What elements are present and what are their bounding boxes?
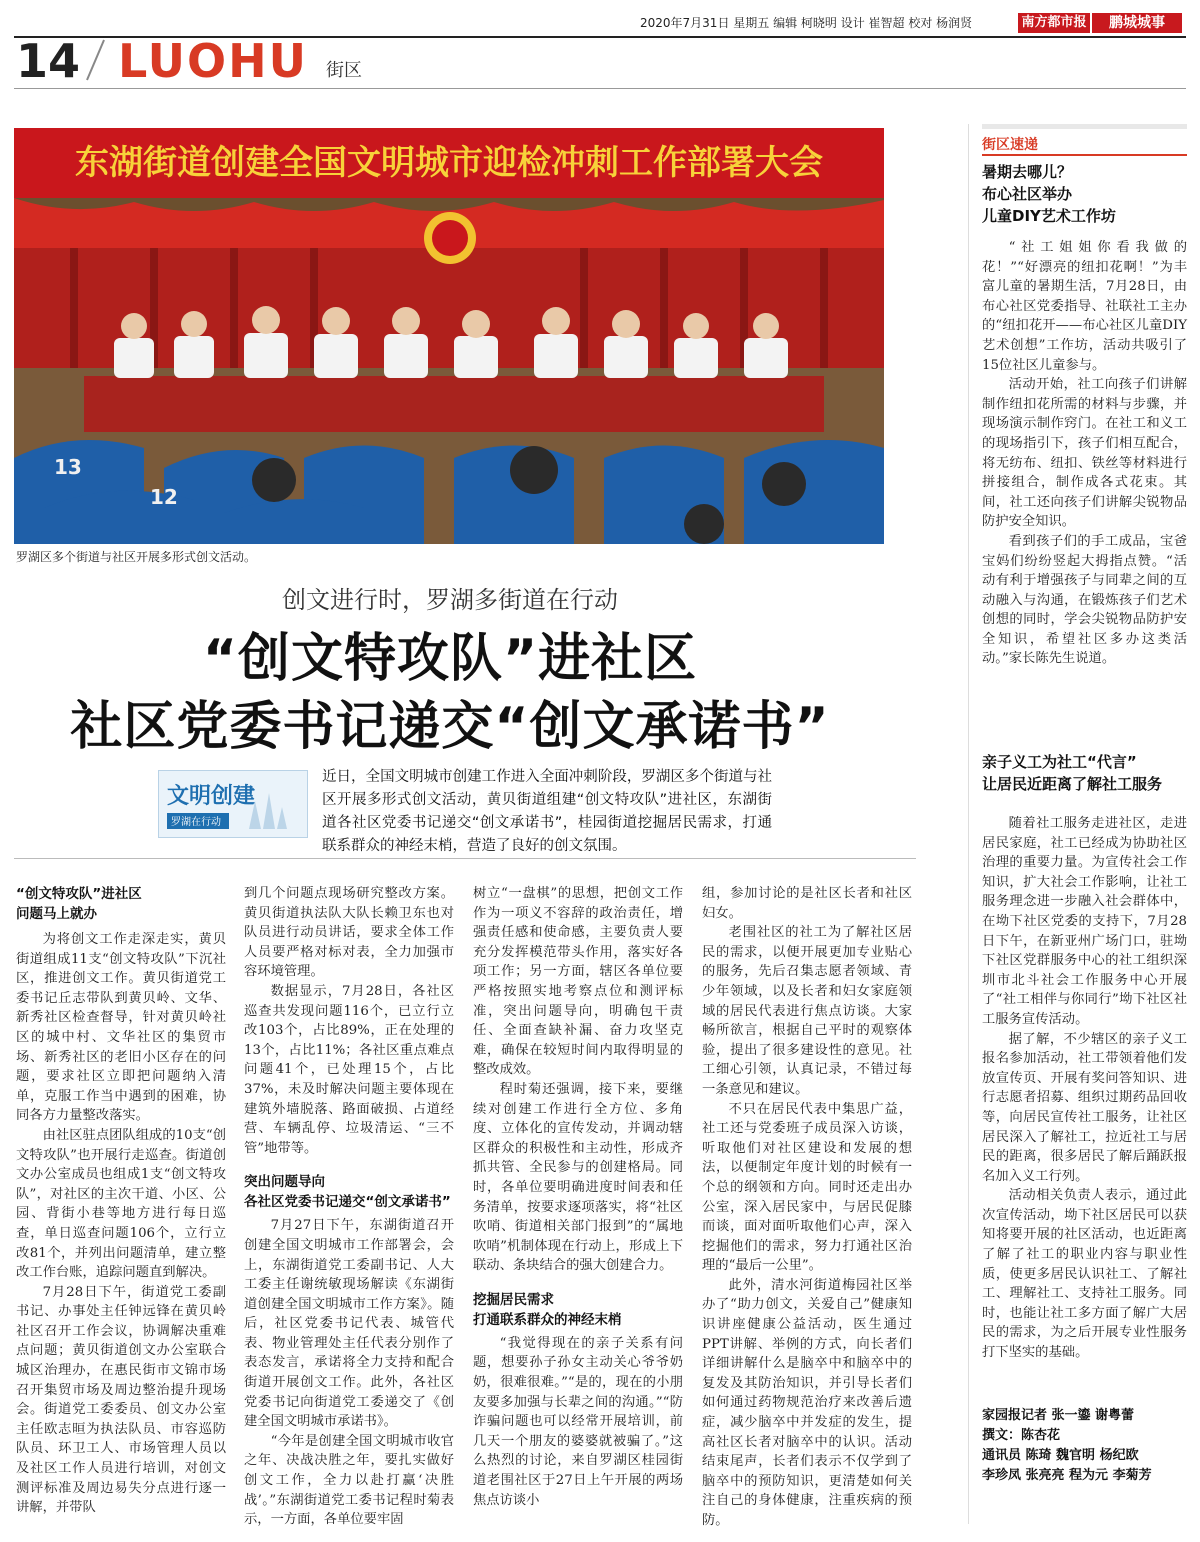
paragraph: 老围社区的社工为了解社区居民的需求，以便开展更加专业贴心的服务，先后召集志愿者领域、青少年领域，以及长者和妇女家庭领域的居民代表进行焦点访谈。大家畅所欲言，根据自己平时的观察体验，提出了很多建设性的意见。社工细心引领，认真记录，不错过每一条意见和建议。 xyxy=(702,925,912,1097)
paragraph: 看到孩子们的手工成品，宝爸宝妈们纷纷竖起大拇指点赞。“活动有利于增强孩子与同辈之间的互动融入与沟通，在锻炼孩子们艺术创想的同时，学会尖锐物品防护安全知识，希望社区多办这类活动。”家长陈先生说道。 xyxy=(982,533,1187,667)
credit-line: 李珍凤 张亮亮 程为元 李菊芳 xyxy=(982,1468,1152,1483)
logo-text: 文明创建 xyxy=(167,783,256,809)
article-column-3 xyxy=(473,884,683,1510)
paragraph: 随着社工服务走进社区，走进居民家庭，社工已经成为协助社区治理的重要力量。为宣传社会工作知识，扩大社会工作影响，让社工服务理念进一步融入社会群体中，在坳下社区党委的支持下，7月28日下午，在新亚州广场门口，驻坳下社区党群服务中心的社工组织深圳市北斗社会工作服务中心开展了“社工相伴与你同行”坳下社区社工服务宣传活动。 xyxy=(982,816,1187,1027)
section-brand-logo: 鹏城城事 xyxy=(1092,13,1182,33)
seat-number: 13 xyxy=(54,455,82,479)
paragraph: 7月27日下午，东湖街道召开创建全国文明城市工作部署会，会上，东湖街道党工委副书记、人大工委主任谢统敏现场解读《东湖街道创建全国文明城市工作方案》。随后，社区党委书记代表、城管代表、物业管理处主任代表分别作了表态发言，承诺将全力支持和配合街道开展创文工作。此外，各社区党委书记向街道党工委递交了《创建全国文明城市承诺书》。 xyxy=(244,1218,454,1430)
credit-line: 家园报记者 张一鎏 谢粤蕾 xyxy=(982,1408,1135,1423)
paragraph: 活动相关负责人表示，通过此次宣传活动，坳下社区居民可以获知将要开展的社区活动，也近距离了解了社工的职业内容与职业性质，使更多居民认识社工、了解社工、理解社工、支持社工服务。同时，也能让社工多方面了解广大居民的需求，为之后开展专业性服务打下坚实的基础。 xyxy=(982,1188,1187,1361)
sidebar-headline-1-line-3: 儿童DIY艺术工作坊 xyxy=(982,207,1116,225)
column-divider xyxy=(968,124,969,1524)
subhead-3-line-1: 挖掘居民需求 xyxy=(473,1291,554,1308)
subhead-2-line-2: 各社区党委书记递交“创文承诺书” xyxy=(244,1194,451,1211)
logo-subtext: 罗湖在行动 xyxy=(171,817,221,828)
paragraph: 组，参加讨论的是社区长者和社区妇女。 xyxy=(702,886,912,921)
paragraph: 不只在居民代表中集思广益，社工还与党委班子成员深入访谈，听取他们对社区建设和发展的想法，以便制定年度计划的时候有一个总的纲领和方向。同时还走出办公室，深入居民家中，与居民促膝而谈，面对面听取他们心声，深入挖掘他们的需求，努力打通社区治理的“最后一公里”。 xyxy=(702,1101,912,1274)
subhead-3-line-2: 打通联系群众的神经末梢 xyxy=(473,1311,622,1328)
paragraph: 此外，清水河街道梅园社区举办了“助力创文，关爱自己”健康知识讲座健康公益活动，医生通过PPT讲解、举例的方式，向长者们详细讲解什么是脑卒中和脑卒中的复发及其防治知识，并引导长者们如何通过药物规范治疗来改善后遗症，减少脑卒中并发症的发生，提高社区长者对脑卒中的认识。活动结束尾声，长者们表示不仅学到了脑卒中的预防知识，更清楚如何关注自己的身体健康，注重疾病的预防。 xyxy=(702,1277,912,1528)
sidebar-headline-1-line-2: 布心社区举办 xyxy=(982,185,1073,203)
newspaper-logo: 南方都市报 xyxy=(1018,13,1090,33)
article-column-4 xyxy=(702,884,912,1531)
subhead-1-line-1: “创文特攻队”进社区 xyxy=(16,886,142,902)
subhead-2-line-1: 突出问题导向 xyxy=(244,1174,325,1191)
civilization-logo xyxy=(158,770,308,838)
sidebar-article-1 xyxy=(982,238,1187,669)
photo-caption: 罗湖区多个街道与社区开展多形式创文活动。 xyxy=(16,550,257,564)
credits xyxy=(982,1406,1192,1486)
article-column-1 xyxy=(16,884,226,1518)
slash-divider xyxy=(84,38,106,82)
credit-line: 通讯员 陈琦 魏官明 杨纪欧 xyxy=(982,1448,1139,1463)
sidebar-top-bar xyxy=(982,124,1187,129)
section-title: LUOHU xyxy=(118,34,308,88)
headline-line-1: “创文特攻队”进社区 xyxy=(202,629,698,689)
paragraph: 据了解，不少辖区的亲子义工报名参加活动，社工带领着他们发放宣传页、开展有奖问答知识、进行志愿者招募、组织过期药品回收等，向居民宣传社工服务，让社区居民深入了解社工，拉近社工与居民的距离，很多居民了解后踊跃报名加入义工行列。 xyxy=(982,1031,1187,1184)
paragraph: 到几个问题点现场研究整改方案。黄贝街道执法队大队长赖卫东也对队员进行动员讲话，要求全体工作人员要严格对标对表，全力加强市容环境管理。 xyxy=(244,886,454,980)
credit-line: 撰文：陈杏花 xyxy=(982,1428,1061,1443)
headline-line-2: 社区党委书记递交“创文承诺书” xyxy=(70,697,830,757)
sidebar-article-2 xyxy=(982,814,1187,1363)
lead-separator xyxy=(14,858,916,859)
page-number: 14 xyxy=(16,34,81,88)
meeting-photo-drawing xyxy=(14,128,884,544)
sidebar-tag-rule xyxy=(982,154,1187,156)
sidebar-headline-2-line-1: 亲子义工为社工“代言” xyxy=(982,753,1137,771)
paragraph: 由社区驻点团队组成的10支“创文特攻队”也开展行走巡查。街道创文办公室成员也组成1支“创文特攻队”，对社区的主次干道、小区、公园、背街小巷等地方进行每日巡查，单日巡查问题106个，立行立改81个，并列出问题清单，建立整改工作台账，追踪问题直到解决。 xyxy=(16,1127,226,1281)
sidebar-headline-1-line-1: 暑期去哪儿？ xyxy=(982,163,1073,181)
sidebar-headline-2-line-2: 让居民近距离了解社工服务 xyxy=(982,775,1163,793)
article-column-2 xyxy=(244,884,454,1530)
paragraph: 树立“一盘棋”的思想，把创文工作作为一项义不容辞的政治责任，增强责任感和使命感，主要负责人要充分发挥模范带头作用，落实好各项工作；另一方面，辖区各单位要严格按照实地考察点位和测评标准，突出问题导向，明确包干责任、全面查缺补漏、奋力攻坚克难，确保在较短时间内取得明显的整改成效。 xyxy=(473,886,683,1078)
paragraph: “今年是创建全国文明城市收官之年、决战决胜之年，要扎实做好创文工作，全力以赴打赢‘决胜战’。”东湖街道党工委书记程时菊表示，一方面，各单位要牢固 xyxy=(244,1433,454,1528)
paragraph: 为将创文工作走深走实，黄贝街道组成11支“创文特攻队”下沉社区，推进创文工作。黄贝街道党工委书记丘志带队到黄贝岭、文华、新秀社区检查督导，针对黄贝岭社区的城中村、文华社区的集贸市场、新秀社区的老旧小区存在的问题，要求社区立即把问题纳入清单，克服工作当中遇到的困难，协同各方力量整改落实。 xyxy=(16,932,226,1124)
kicker: 创文进行时，罗湖多街道在行动 xyxy=(282,586,618,614)
seat-number: 12 xyxy=(150,485,178,509)
section-subtitle: 街区 xyxy=(326,60,362,81)
meeting-photo xyxy=(14,128,884,544)
subhead-1-line-2: 问题马上就办 xyxy=(16,906,97,922)
header-bottom-rule xyxy=(14,88,1186,89)
paragraph: “社工姐姐你看我做的花！”“好漂亮的纽扣花啊！”为丰富儿童的暑期生活，7月28日，由布心社区党委指导、社联社工主办的“纽扣花开——布心社区儿童DIY艺术创想”工作坊，活动共吸引了15位社区儿童参与。 xyxy=(982,240,1187,373)
paragraph: “我觉得现在的亲子关系有问题，想要孙子孙女主动关心爷爷奶奶，很难很难。”“是的，现在的小朋友要多加强与长辈之间的沟通。”“防诈骗问题也可以经常开展培训，前几天一个朋友的婆婆就被骗了。”这么热烈的讨论，来自罗湖区桂园街道老围社区于27日上午开展的两场焦点访谈小 xyxy=(473,1335,683,1508)
issue-meta: 2020年7月31日 星期五 编辑 柯晓明 设计 崔智超 校对 杨润贤 xyxy=(640,16,973,30)
logo-graphic xyxy=(159,771,307,837)
sidebar-tag: 街区速递 xyxy=(982,137,1038,153)
paragraph: 7月28日下午，街道党工委副书记、办事处主任钟远锋在黄贝岭社区召开工作会议，协调解决重难点问题；黄贝街道创文办公室联合城区治理办，在惠民街市文锦市场召开集贸市场及周边整治提升现场会。街道党工委委员、创文办公室主任欧志晅为执法队员、市容巡防队员、环卫工人、市场管理人员以及社区工作人员进行培训，对创文测评标准及周边易失分点进行逐一讲解，并带队 xyxy=(16,1284,226,1516)
banner-text: 东湖街道创建全国文明城市迎检冲刺工作部署大会 xyxy=(75,143,823,183)
paragraph: 活动开始，社工向孩子们讲解制作纽扣花所需的材料与步骤，并现场演示制作窍门。在社工和义工的现场指引下，孩子们相互配合，将无纺布、纽扣、铁丝等材料进行拼接组合，制作成各式花束。其间，社工还向孩子们讲解尖锐物品防护安全知识。 xyxy=(982,377,1187,530)
paragraph: 数据显示，7月28日，各社区巡查共发现问题116个，已立行立改103个，占比89%，正在处理的13个，占比11%；各社区重点难点问题41个，已处理15个，占比37%，未及时解决问题主要体现在建筑外墙脱落、路面破损、占道经营、车辆乱停、垃圾清运、“三不管”地带等。 xyxy=(244,983,454,1156)
lead-paragraph: 近日，全国文明城市创建工作进入全面冲刺阶段，罗湖区多个街道与社区开展多形式创文活动，黄贝街道组建“创文特攻队”进社区，东湖街道各社区党委书记递交“创文承诺书”，桂园街道挖掘居民需求，打通联系群众的神经末梢，营造了良好的创文氛围。 xyxy=(322,769,772,854)
paragraph: 程时菊还强调，接下来，要继续对创建工作进行全方位、多角度、立体化的宣传发动，并调动辖区群众的积极性和主动性，形成齐抓共管、全民参与的创建格局。同时，各单位要明确进度时间表和任务清单，按要求逐项落实，将“社区吹哨、街道相关部门报到”的“属地吹哨”机制体现在行动上，形成上下联动、条块结合的强大创建合力。 xyxy=(473,1081,683,1274)
